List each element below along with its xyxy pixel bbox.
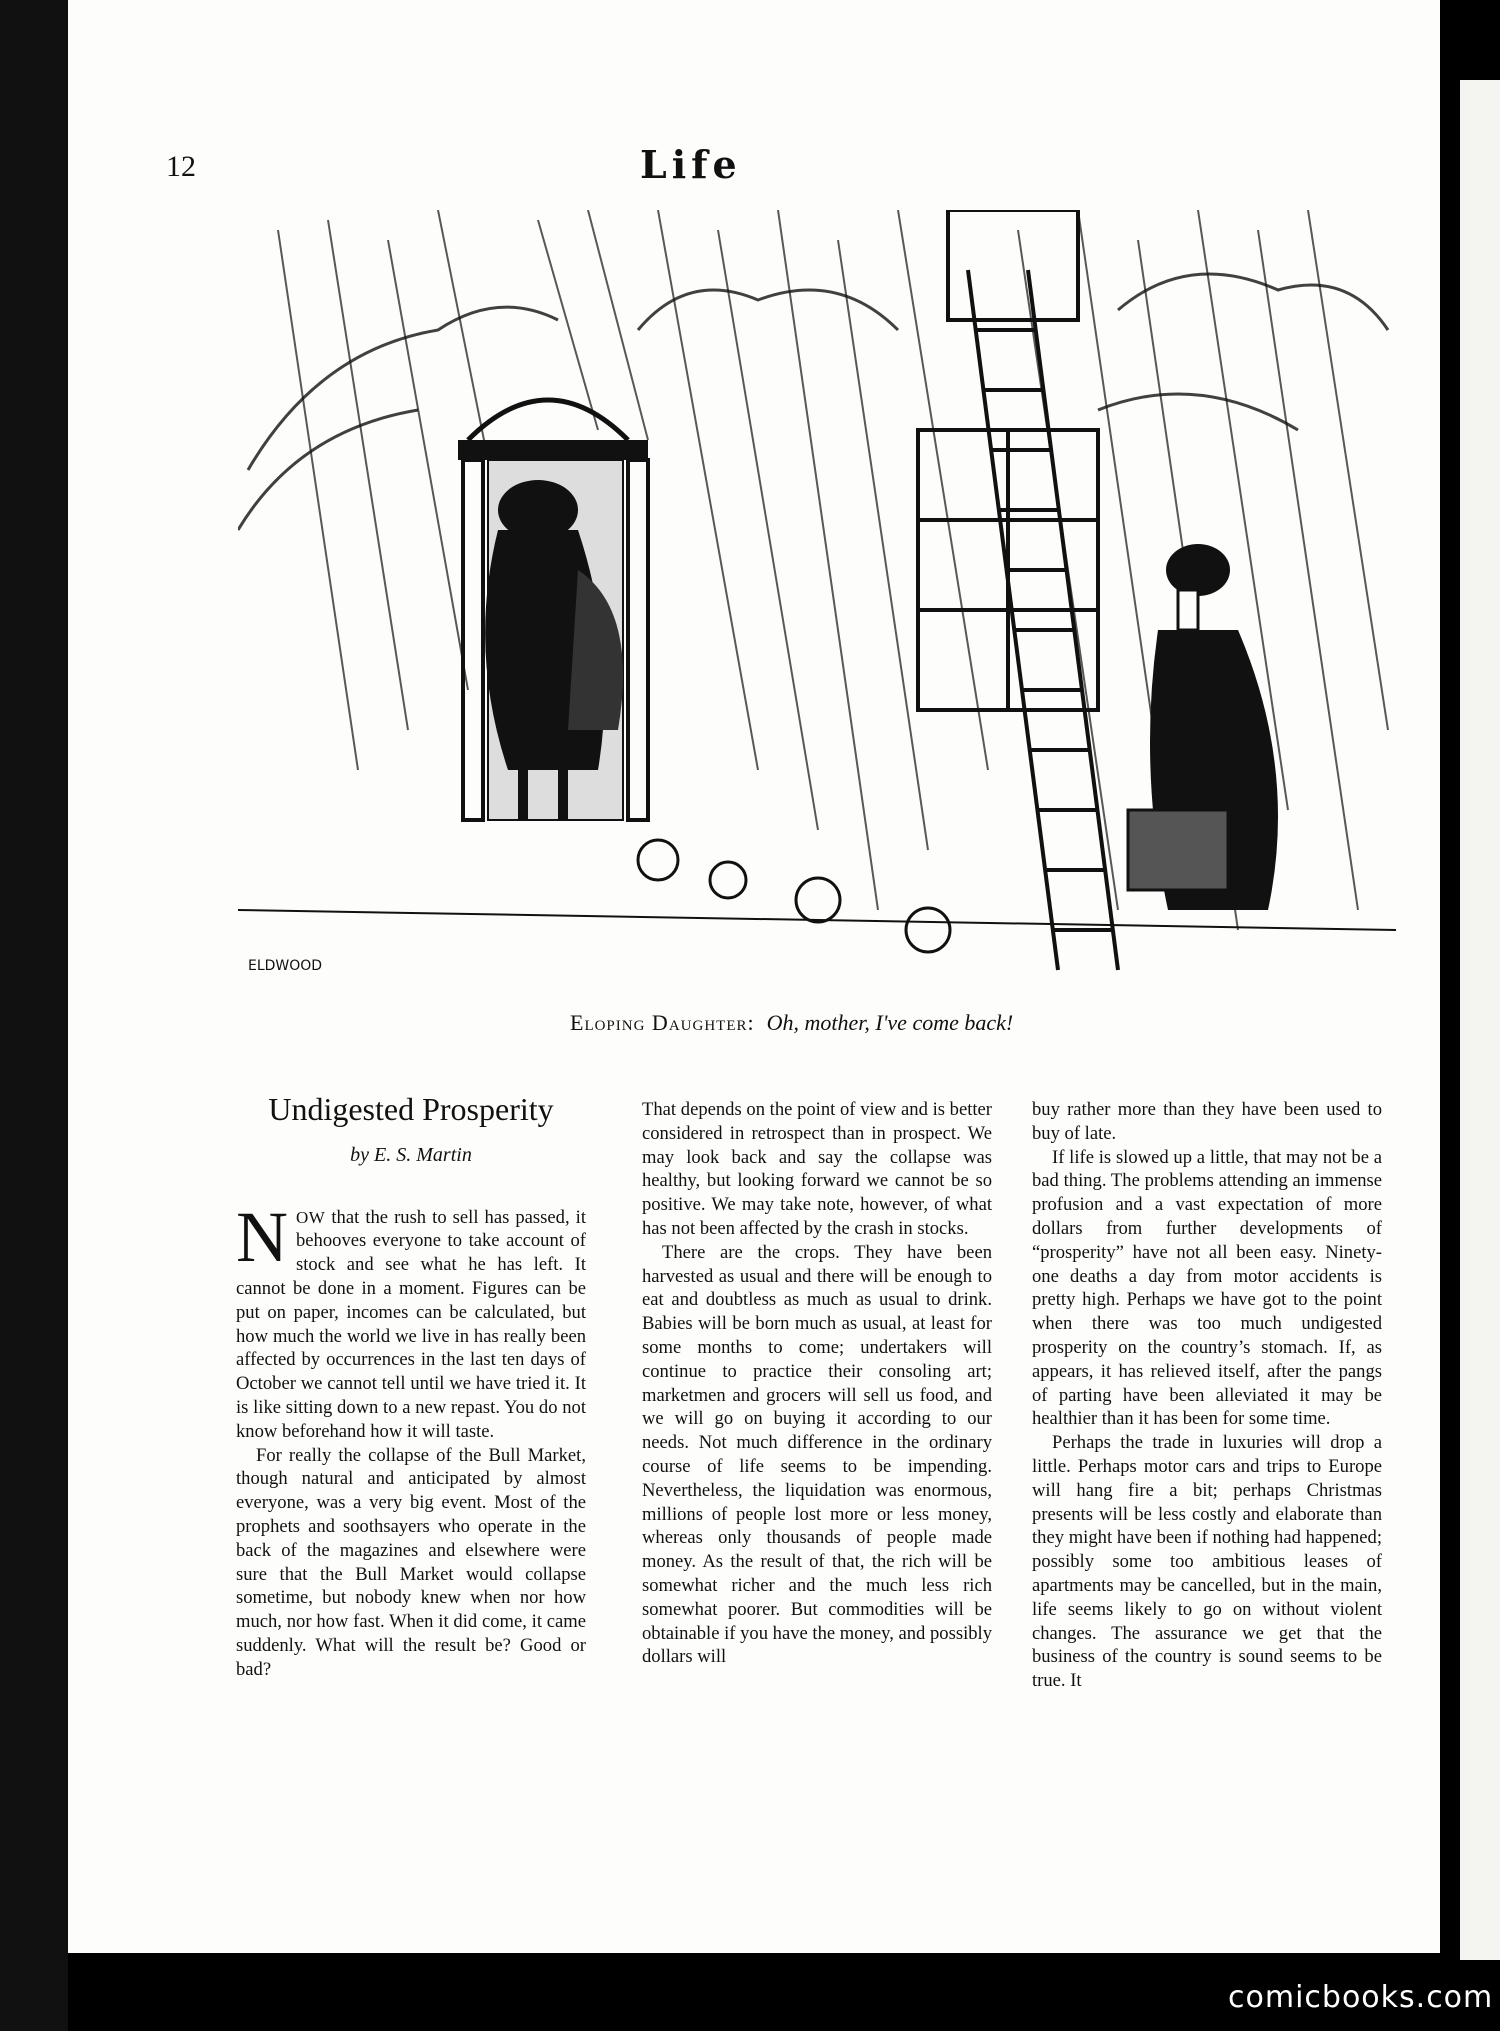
scan-left-edge (0, 0, 68, 2031)
caption-quote: Oh, mother, I've come back! (766, 1010, 1014, 1035)
page-number: 12 (166, 150, 196, 183)
lead-first-word: OW (296, 1207, 326, 1227)
illustration-caption (570, 1010, 1013, 1036)
drop-cap: N (236, 1196, 288, 1277)
paragraph: Perhaps the trade in luxuries will drop a little. Perhaps motor cars and trips to Europe will hang fire a bit; perhaps Christmas presents will be less costly and elaborate than they might have been if nothing had happened; possibly some too ambitious leases of apartments may be cancelled, but in the main, life seems likely to go on without violent changes. The assurance we get that the business of the country is sound seems to be true. It (1032, 1432, 1382, 1692)
cartoon-illustration (238, 210, 1396, 982)
artist-signature: ELDWOOD (248, 958, 323, 974)
paragraph: For really the collapse of the Bull Market, though natural and anticipated by almost everyone, was a very big event. Most of the prophets and soothsayers who operate in the back of the magazines and elsewhere were sure that the Bull Market would collapse sometime, but nobody knew when nor how much, nor how fast. When it did come, it came suddenly. What will the result be? Good or bad? (236, 1444, 586, 1680)
paragraph: buy rather more than they have been used to buy of late. (1032, 1099, 1382, 1144)
column-2 (642, 1098, 992, 1669)
column-1 (236, 1091, 586, 1682)
paragraph: If life is slowed up a little, that may not be a bad thing. The problems attending an immense profusion and a vast expectation of more dollars from further developments of “prosperity” have not all been easy. Ninety-one deaths a day from motor accidents is pretty high. Perhaps we have got to the point when there was too much undigested prosperity on the country’s stomach. If, as appears, it has relieved itself, after the pangs of parting have been alleviated it may be healthier than it has been for some time. (1032, 1146, 1382, 1430)
paragraph: That depends on the point of view and is better considered in retrospect than in prospect. We may look back and say the collapse was healthy, but looking forward we cannot be so positive. We may take note, however, of what has not been affected by the crash in stocks. (642, 1099, 992, 1239)
article-byline: by E. S. Martin (350, 1143, 472, 1166)
article-title: Undigested Prosperity (268, 1091, 554, 1127)
lead-text: that the rush to sell has passed, it behooves everyone to take account of stock and see what he has left. It cannot be done in a moment. Figures can be put on paper, incomes can be calculated, but how much the world we live in has really been affected by occurrences in the last ten days of October we cannot tell until we have tried it. It is like sitting down to a new repast. You do not know beforehand how it will taste. (236, 1206, 586, 1442)
paragraph: There are the crops. They have been harvested as usual and there will be enough to eat and doubtless as much as usual to drink. Babies will be born much as usual, at least for some months to come; undertakers will continue to practice their consoling art; marketmen and grocers will sell us food, and we will go on buying it according to our needs. Not much difference in the ordinary course of life seems to be impending. Nevertheless, the liquidation was enormous, millions of people lost more or less money, whereas only thousands of people made money. As the result of that, the rich will be somewhat richer and the much less rich somewhat poorer. But commodities will be obtainable if you have the money, and possibly dollars will (642, 1241, 992, 1668)
column-3 (1032, 1098, 1382, 1693)
site-watermark: comicbooks.com (1228, 1980, 1494, 2015)
facing-page-edge (1460, 80, 1500, 1960)
masthead: Life (640, 142, 742, 187)
lead-paragraph (236, 1196, 586, 1444)
caption-speaker: Eloping Daughter: (570, 1010, 755, 1035)
